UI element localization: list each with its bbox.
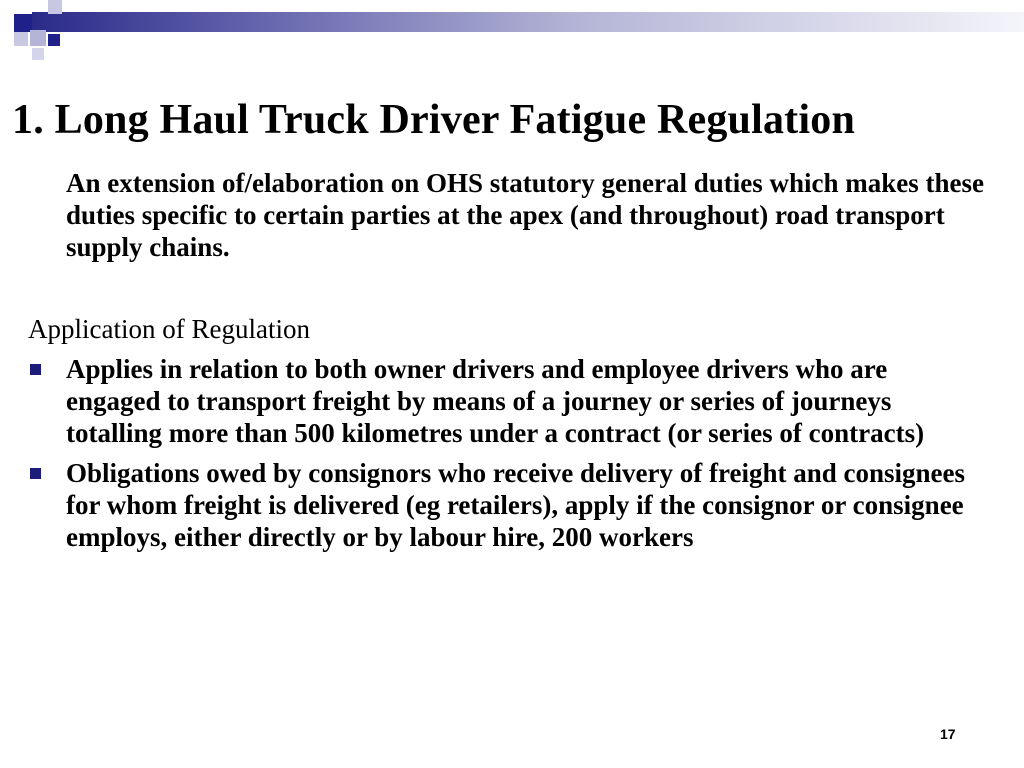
slide-title: 1. Long Haul Truck Driver Fatigue Regulation	[12, 97, 855, 143]
section-heading: Application of Regulation	[28, 314, 310, 344]
bullet-item	[28, 457, 988, 553]
bullet-list	[28, 353, 988, 561]
square-bullet-icon	[30, 468, 41, 479]
square-bullet-icon	[30, 364, 41, 375]
decorative-square	[14, 32, 28, 46]
bullet-item	[28, 353, 988, 449]
intro-paragraph: An extension of/elaboration on OHS statutory general duties which makes these duties specific to certain parties at the apex (and throughout) road transport supply chains.	[66, 168, 984, 262]
decorative-square	[48, 0, 62, 14]
header-gradient-band	[32, 12, 1024, 32]
decorative-square	[48, 34, 60, 46]
decorative-square	[32, 48, 44, 60]
bullet-text: Applies in relation to both owner drivers and employee drivers who are engaged to transport freight by means of a journey or series of journeys totalling more than 500 kilometres under a contract (or series of contracts)	[66, 354, 925, 448]
bullet-text: Obligations owed by consignors who receive delivery of freight and consignees for whom freight is delivered (eg retailers), apply if the consignor or consignee employs, either directly or by labour hire, 200 workers	[66, 458, 965, 552]
page-number: 17	[940, 726, 956, 742]
decorative-square	[30, 30, 46, 46]
